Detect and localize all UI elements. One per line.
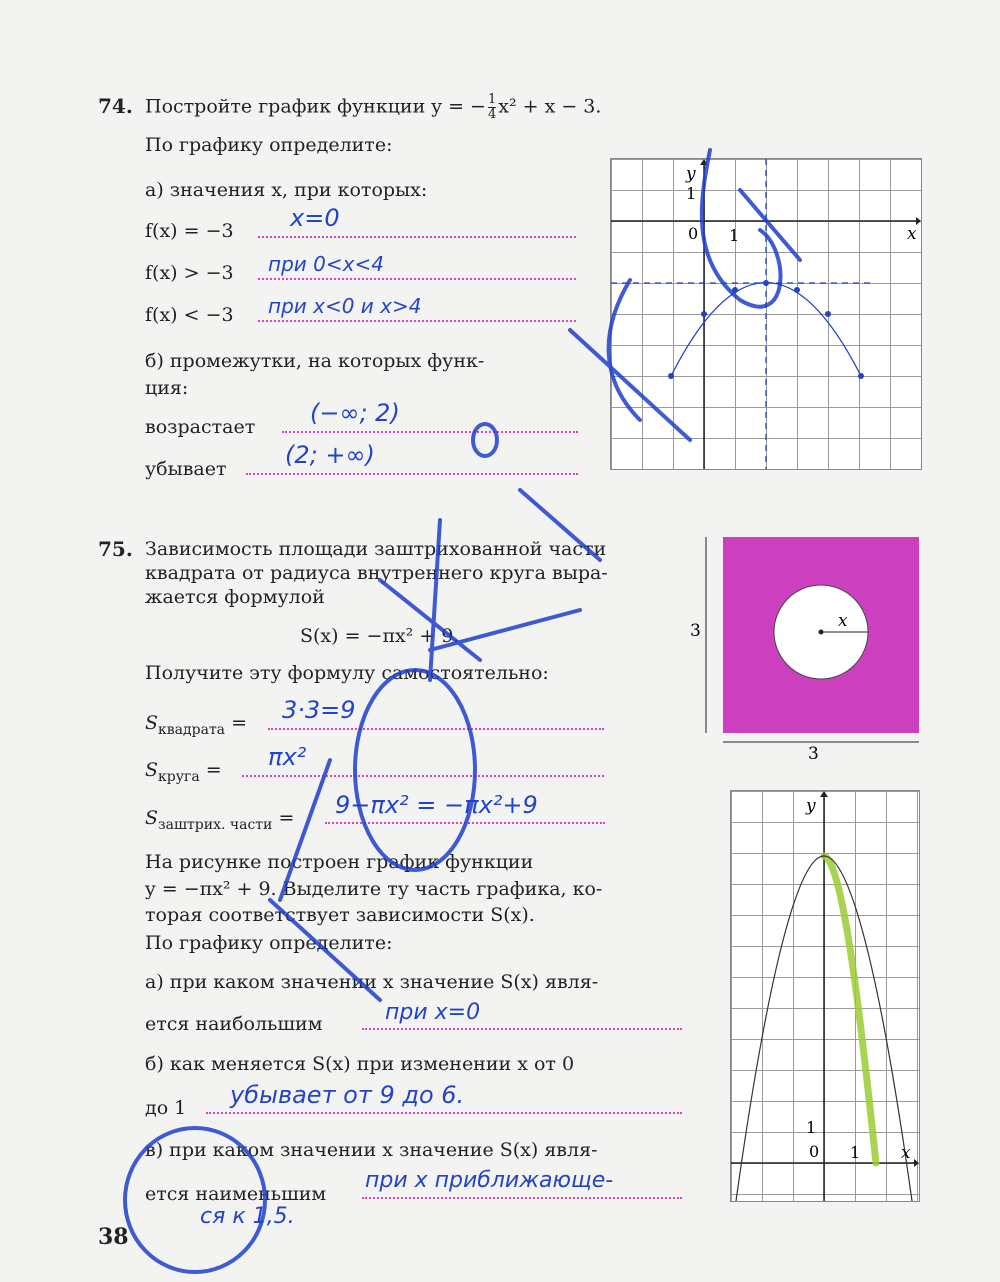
decreasing-label: убывает	[145, 458, 227, 480]
x-axis-arrow	[914, 1159, 919, 1167]
fraction-numerator: 1	[487, 92, 497, 107]
answer-line	[325, 822, 605, 824]
plot-point	[732, 287, 738, 293]
task-75-line1: Зависимость площади заштрихованной части	[145, 538, 607, 560]
task-75-para1: На рисунке построен график функции	[145, 851, 534, 873]
answer-line	[282, 431, 578, 433]
s-shaded-sub: заштрих. части	[158, 816, 273, 833]
task-74-part-b-line2: ция:	[145, 377, 189, 399]
equals-sign: =	[205, 759, 222, 781]
task-75-number: 75.	[98, 537, 133, 561]
row-label-lt: f(x) < −3	[145, 304, 234, 326]
increasing-label: возрастает	[145, 416, 256, 438]
s-circle-symbol: S	[145, 759, 159, 781]
answer-c-line1: при x приближающе-	[365, 1168, 614, 1193]
s-square-answer: 3·3=9	[282, 696, 356, 724]
task-75-graph	[730, 790, 920, 1202]
task-74-statement-head: Постройте график функции y = −	[145, 95, 486, 118]
square-figure	[688, 530, 928, 760]
question-b-line2: до 1	[145, 1097, 187, 1119]
answer-line	[268, 728, 604, 730]
s-shaded-row	[145, 805, 294, 838]
origin-label: 0	[809, 1142, 820, 1161]
highlighted-part	[824, 856, 876, 1163]
answer-line	[206, 1112, 682, 1114]
task-75-prompt2: По графику определите:	[145, 932, 393, 954]
radius-label: x	[838, 611, 848, 631]
answer-lt: при x<0 и x>4	[268, 294, 422, 318]
answer-line	[362, 1197, 682, 1199]
task-75-line3: жается формулой	[145, 586, 325, 608]
x-axis-label: x	[907, 224, 917, 244]
s-circle-answer: πx²	[268, 743, 307, 771]
fraction-denominator: 4	[487, 107, 497, 122]
task-74-graph-svg	[611, 159, 921, 469]
fraction	[488, 93, 496, 122]
y-one-label: 1	[686, 184, 697, 203]
y-axis-arrow	[820, 791, 828, 797]
x-one-label: 1	[729, 226, 740, 245]
row-label-eq: f(x) = −3	[145, 220, 234, 242]
question-a-line1: а) при каком значении x значение S(x) явля-	[145, 971, 599, 993]
y-axis-label: y	[686, 164, 696, 184]
plot-point	[794, 287, 800, 293]
x-axis-label: x	[901, 1143, 911, 1163]
task-74-prompt: По графику определите:	[145, 134, 393, 156]
task-75-para3: торая соответствует зависимости S(x).	[145, 904, 535, 926]
plot-point	[763, 280, 769, 286]
s-square-symbol: S	[145, 712, 159, 734]
question-b-line1: б) как меняется S(x) при изменении x от 0	[145, 1053, 575, 1075]
task-74-statement-tail: x² + x − 3.	[498, 95, 602, 118]
plot-point	[825, 311, 831, 317]
task-74-part-b-line1: б) промежутки, на которых функ-	[145, 350, 485, 372]
task-74-number: 74.	[98, 94, 133, 118]
s-circle-row	[145, 757, 222, 790]
question-c-line1: в) при каком значении x значение S(x) явля-	[145, 1139, 598, 1161]
answer-line	[362, 1028, 682, 1030]
answer-gt: при 0<x<4	[268, 252, 384, 276]
scribble-stroke	[473, 424, 497, 456]
origin-label: 0	[688, 224, 699, 243]
y-axis-arrow	[700, 159, 708, 165]
equals-sign: =	[278, 807, 295, 829]
task-74-statement	[145, 93, 601, 122]
increasing-answer: (−∞; 2)	[310, 399, 400, 427]
square-figure-svg	[688, 530, 928, 760]
question-c-line2: ется наименьшим	[145, 1183, 327, 1205]
task-75-formula: S(x) = −πx² + 9.	[300, 625, 460, 647]
s-shaded-symbol: S	[145, 807, 159, 829]
task-74-graph	[610, 158, 922, 470]
s-circle-sub: круга	[158, 768, 200, 785]
answer-b: убывает от 9 до 6.	[230, 1081, 465, 1109]
answer-eq: x=0	[290, 204, 340, 232]
s-square-row	[145, 710, 247, 743]
y-axis-label: y	[806, 796, 816, 816]
x-one-label: 1	[850, 1143, 861, 1162]
task-75-graph-svg	[731, 791, 919, 1201]
task-75-para2: y = −πx² + 9. Выделите ту часть графика, ко-	[145, 878, 603, 900]
plot-point	[701, 311, 707, 317]
equals-sign: =	[231, 712, 247, 734]
answer-a: при x=0	[385, 1000, 481, 1025]
answer-line	[242, 775, 604, 777]
decreasing-answer: (2; +∞)	[285, 441, 375, 469]
answer-line	[258, 278, 576, 280]
s-square-sub: квадрата	[158, 721, 226, 738]
plot-point	[668, 373, 674, 379]
task-74-part-a: а) значения x, при которых:	[145, 179, 428, 201]
task-75-prompt: Получите эту формулу самостоятельно:	[145, 662, 549, 684]
answer-c-line2: ся к 1,5.	[200, 1204, 295, 1229]
s-shaded-answer: 9−πx² = −πx²+9	[335, 791, 538, 819]
answer-line	[246, 473, 578, 475]
question-a-line2: ется наибольшим	[145, 1013, 323, 1035]
answer-line	[258, 236, 576, 238]
bottom-dimension-label: 3	[808, 744, 819, 760]
task-75-line2: квадрата от радиуса внутреннего круга выра-	[145, 562, 608, 584]
y-one-label: 1	[806, 1118, 817, 1137]
left-dimension-label: 3	[690, 621, 701, 641]
page-number: 38	[98, 1224, 129, 1250]
plot-point	[858, 373, 864, 379]
row-label-gt: f(x) > −3	[145, 262, 234, 284]
answer-line	[258, 320, 576, 322]
scribble-stroke	[355, 670, 475, 870]
x-axis-arrow	[916, 217, 921, 225]
